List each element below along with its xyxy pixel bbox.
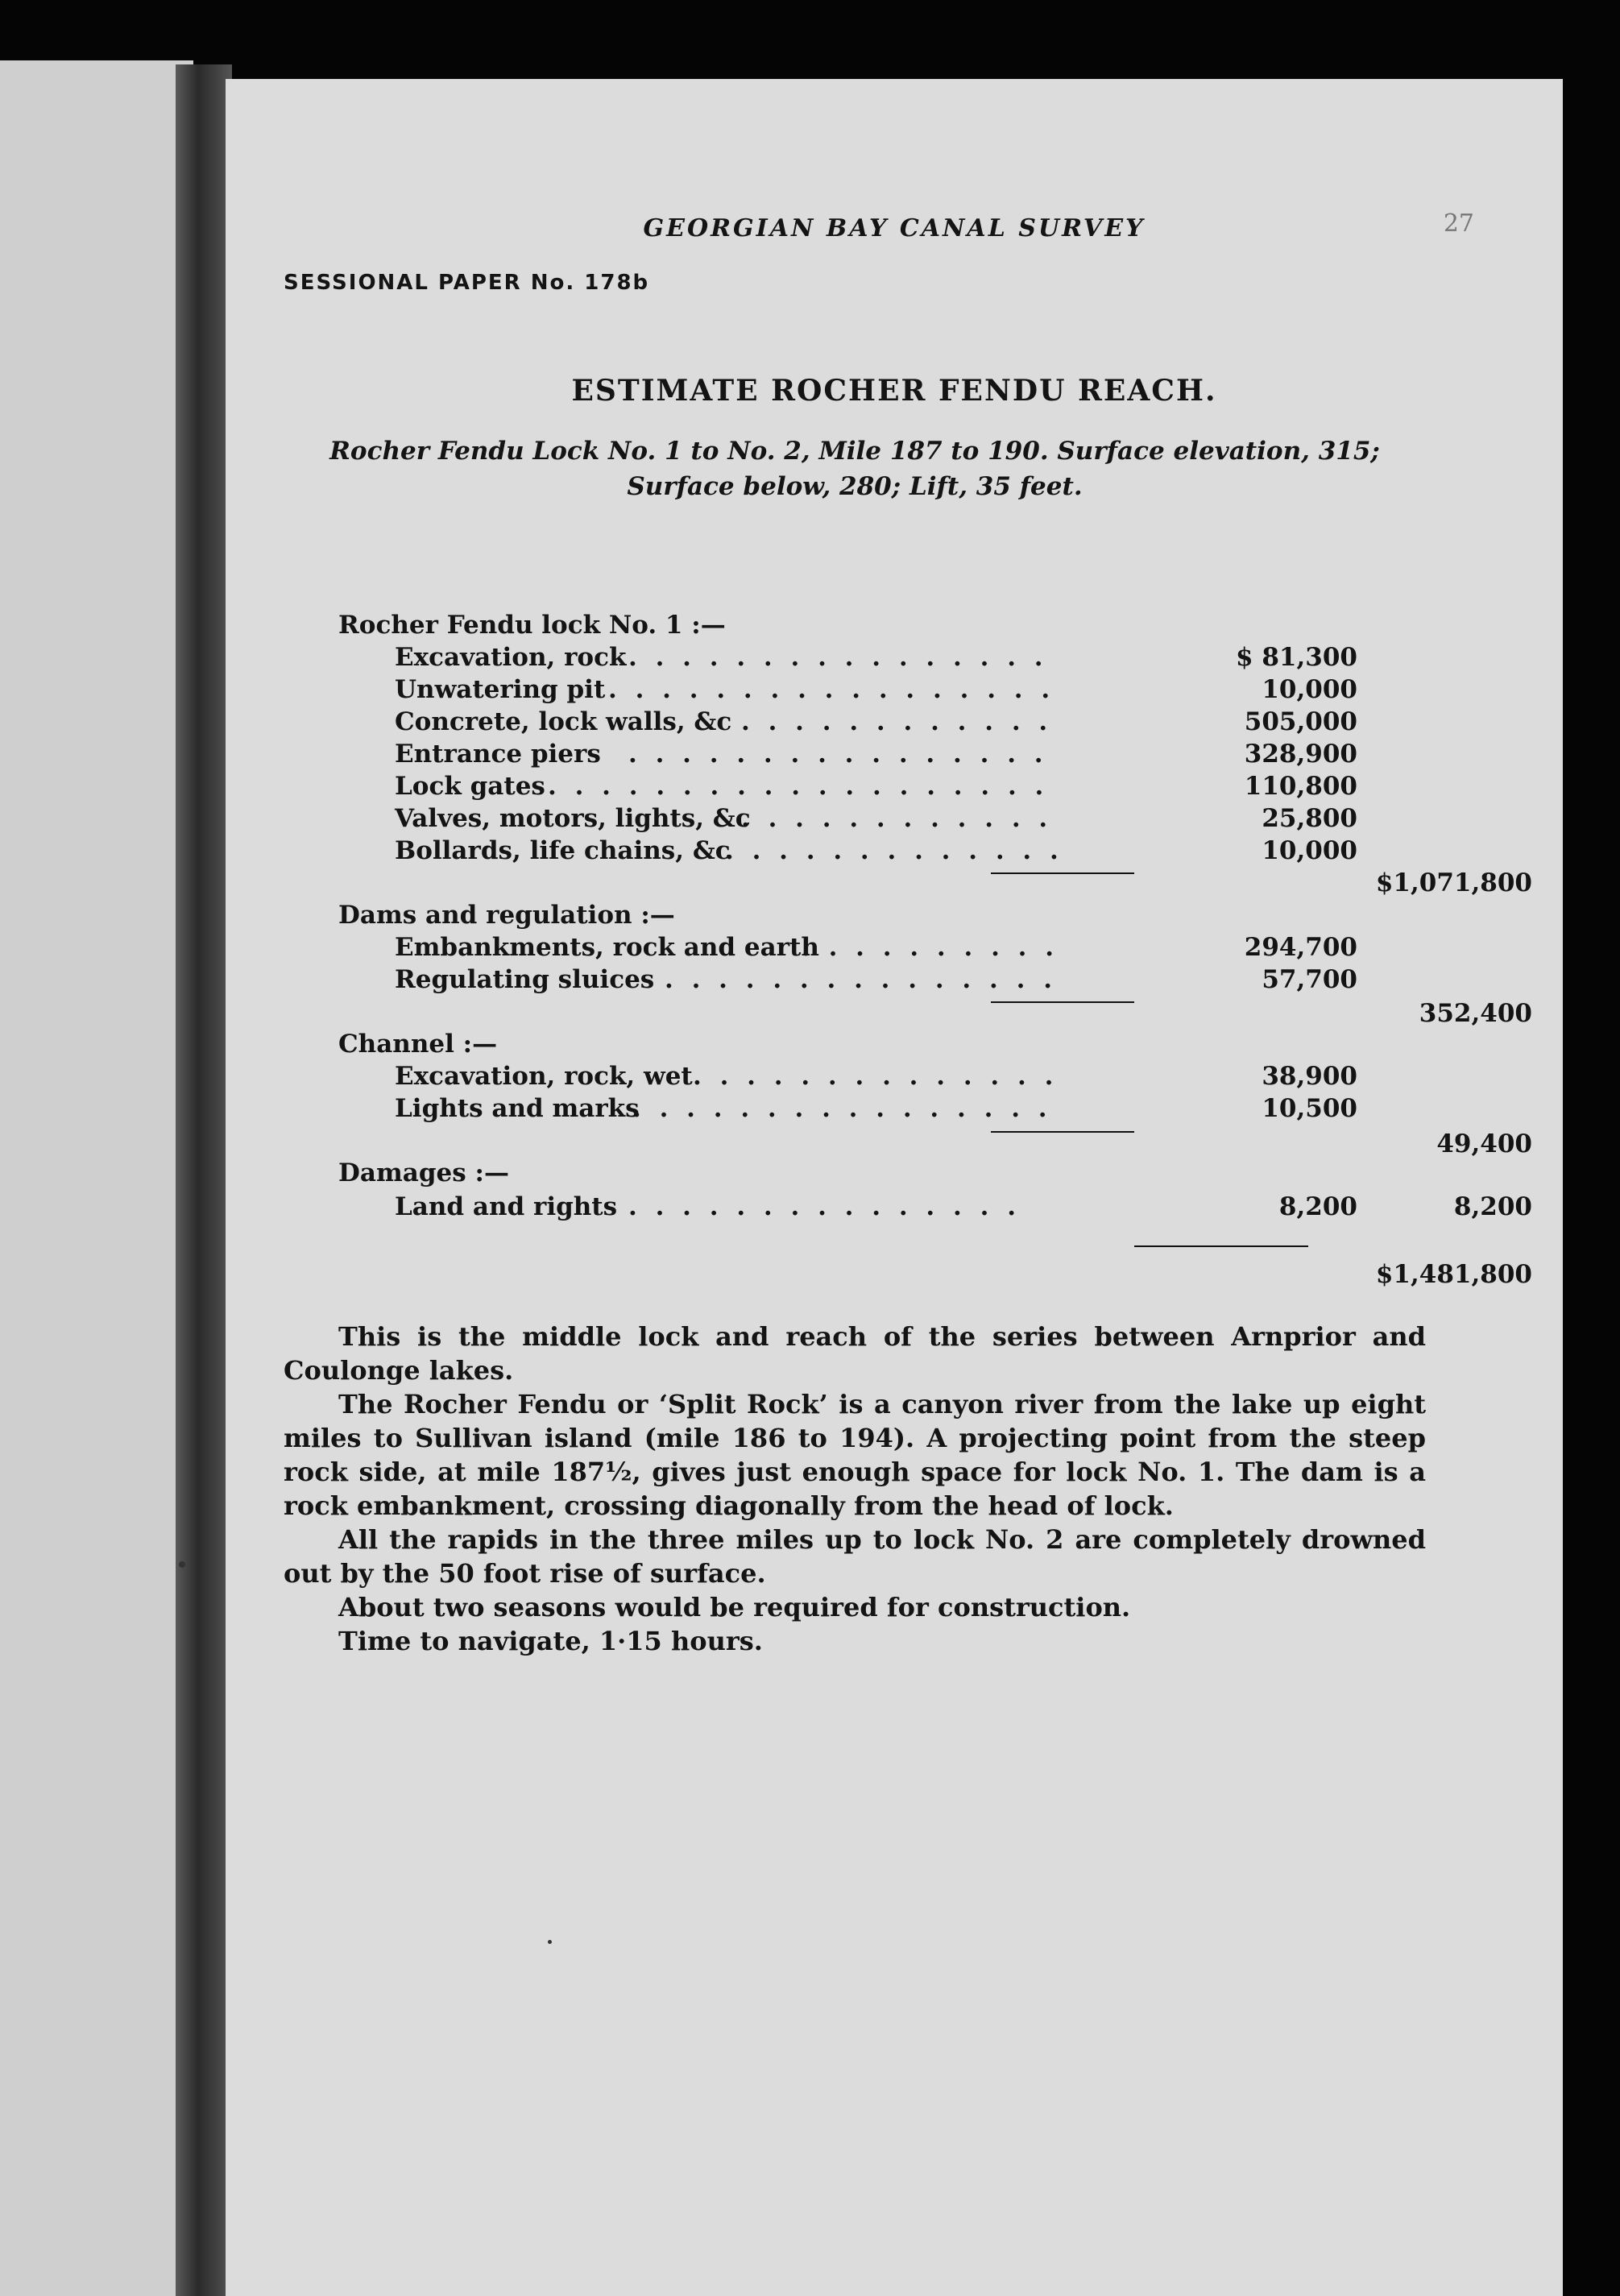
section-heading: Channel :— [338, 1030, 498, 1059]
line-item-label: Embankments, rock and earth [395, 933, 819, 962]
leader-dots: . . . . . . . . . . . . . . . [665, 965, 1057, 994]
body-paragraph: The Rocher Fendu or ‘Split Rock’ is a canyon river from the lake up eight miles to Sullivan island (mile 186 to 194). A projecting point from the steep rock side, at mile 187½, gives just enough space for lock No. 1. The dam is a rock embankment, crossing diagonally from the head of lock. [284, 1389, 1426, 1521]
section-subtotal: $1,071,800 [1375, 868, 1532, 897]
line-item-label: Unwatering pit [395, 675, 606, 704]
estimate-subtitle: Rocher Fendu Lock No. 1 to No. 2, Mile 187 to 190. Surface elevation, 315; Surface below, 280; Lift, 35 feet. [329, 437, 1380, 501]
section-subtotal: 49,400 [1436, 1129, 1532, 1158]
line-item-amount: 10,000 [1262, 675, 1357, 704]
section-subtotal: 8,200 [1453, 1192, 1532, 1221]
leader-dots: . . . . . . . . . . [802, 933, 1059, 962]
grand-total: $1,481,800 [1375, 1260, 1532, 1289]
body-paragraph: All the rapids in the three miles up to lock No. 2 are completely drowned out by the 50 foot rise of surface. [284, 1524, 1426, 1589]
sessional-paper-label: SESSIONAL PAPER No. 178b [284, 271, 650, 295]
subtotal-rule [991, 1001, 1134, 1003]
body-paragraph: About two seasons would be required for construction. [338, 1592, 1131, 1623]
line-item-label: Valves, motors, lights, &c [395, 804, 751, 833]
leader-dots: . . . . . . . . . . . . . . . . [628, 643, 1048, 672]
line-item-amount: 38,900 [1262, 1062, 1357, 1091]
page-number: 27 [1443, 209, 1474, 238]
line-item-label: Excavation, rock, wet [395, 1062, 693, 1091]
subtotal-rule [991, 1131, 1134, 1133]
line-item-amount: 8,200 [1278, 1192, 1357, 1221]
line-item-amount: 328,900 [1244, 740, 1357, 769]
document-page [226, 79, 1563, 2296]
line-item-label: Lock gates [395, 772, 545, 801]
leader-dots: . . . . . . . . . . . . . . . . . [608, 675, 1055, 704]
line-item-amount: 110,800 [1244, 772, 1357, 801]
leader-dots: . . . . . . . . . . . . . . . . [632, 1094, 1052, 1123]
line-item-amount: 294,700 [1244, 933, 1357, 962]
section-subtotal: 352,400 [1419, 999, 1532, 1028]
leader-dots: . . . . . . . . . . . . . . . . [628, 740, 1048, 769]
leader-dots: . . . . . . . . . . . . . . [693, 1062, 1059, 1091]
leader-dots: . . . . . . . . . . . . [741, 707, 1053, 736]
line-item-label: Regulating sluices [395, 965, 655, 994]
book-spine [176, 64, 232, 2296]
leader-dots: . . . . . . . . . . . . [741, 804, 1053, 833]
running-head: GEORGIAN BAY CANAL SURVEY [643, 214, 1146, 242]
line-item-label: Entrance piers [395, 740, 601, 769]
line-item-label: Lights and marks [395, 1094, 640, 1123]
line-item-amount: 10,500 [1262, 1094, 1357, 1123]
line-item-amount: $ 81,300 [1235, 643, 1357, 672]
line-item-amount: 57,700 [1262, 965, 1357, 994]
leader-dots: . . . . . . . . . . . . . . . [628, 1192, 1021, 1221]
section-heading: Damages :— [338, 1158, 509, 1187]
facing-page [0, 60, 193, 2296]
scan-speck [548, 1940, 552, 1944]
scan-speck [179, 1561, 185, 1568]
line-item-label: Bollards, life chains, &c [395, 836, 731, 865]
body-paragraph: Time to navigate, 1·15 hours. [338, 1626, 763, 1656]
line-item-label: Concrete, lock walls, &c [395, 707, 732, 736]
body-paragraph: This is the middle lock and reach of the series between Arnprior and Coulonge lakes. [284, 1321, 1426, 1386]
leader-dots: . . . . . . . . . . . . . . . . . . . [548, 772, 1049, 801]
line-item-label: Excavation, rock [395, 643, 627, 672]
subtotal-rule [991, 872, 1134, 874]
line-item-amount: 10,000 [1262, 836, 1357, 865]
line-item-amount: 25,800 [1262, 804, 1357, 833]
estimate-title: ESTIMATE ROCHER FENDU REACH. [571, 374, 1217, 408]
line-item-label: Land and rights [395, 1192, 618, 1221]
line-item-amount: 505,000 [1244, 707, 1357, 736]
total-rule [1134, 1245, 1308, 1247]
section-heading: Dams and regulation :— [338, 901, 675, 930]
section-heading: Rocher Fendu lock No. 1 :— [338, 611, 726, 640]
leader-dots: . . . . . . . . . . . . . [725, 836, 1063, 865]
